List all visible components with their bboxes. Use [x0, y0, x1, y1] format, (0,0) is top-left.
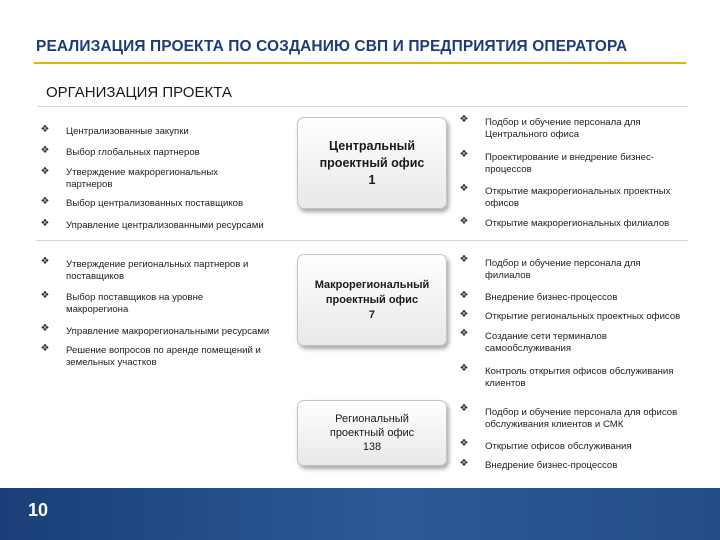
diamond-bullet-icon: ❖: [40, 145, 50, 156]
list-item: Решение вопросов по аренде помещений и земельных участков: [66, 345, 261, 368]
list-item: Внедрение бизнес-процессов: [485, 292, 618, 303]
list-item: Управление макрорегиональными ресурсами: [66, 326, 270, 337]
diamond-bullet-icon: ❖: [40, 218, 50, 229]
list-item: Утверждение региональных партнеров и поставщиков: [66, 259, 249, 282]
list-item: Открытие региональных проектных офисов: [485, 311, 681, 322]
list-item: Подбор и обучение персонала для Центрального офиса: [485, 117, 641, 140]
macro-office-title: Макрорегиональный: [314, 278, 430, 291]
diamond-bullet-icon: ❖: [40, 196, 50, 207]
diamond-bullet-icon: ❖: [40, 124, 50, 135]
list-item: Управление централизованными ресурсами: [66, 220, 264, 231]
central-office-count: 1: [368, 172, 376, 187]
list-item: Утверждение макрорегиональных партнеров: [66, 167, 219, 190]
list-item: Открытие макрорегиональных филиалов: [485, 218, 670, 229]
section-divider: [38, 106, 688, 107]
list-item: Внедрение бизнес-процессов: [485, 460, 618, 471]
diamond-bullet-icon: ❖: [459, 114, 469, 125]
diamond-bullet-icon: ❖: [40, 290, 50, 301]
central-office-title: Центральный: [328, 138, 416, 153]
diamond-bullet-icon: ❖: [459, 403, 469, 414]
diamond-bullet-icon: ❖: [459, 290, 469, 301]
diamond-bullet-icon: ❖: [459, 328, 469, 339]
diamond-bullet-icon: ❖: [40, 323, 50, 334]
page-number: 10: [28, 500, 49, 520]
diamond-bullet-icon: ❖: [40, 343, 50, 354]
list-item: Проектирование и внедрение бизнес-процессов: [485, 152, 654, 175]
diamond-bullet-icon: ❖: [40, 256, 50, 267]
section-heading: ОРГАНИЗАЦИЯ ПРОЕКТА: [46, 84, 232, 101]
title-divider: [34, 62, 686, 64]
list-item: Контроль открытия офисов обслуживания клиентов: [485, 366, 674, 389]
regional-office-subtitle: проектный офис: [329, 427, 415, 439]
regional-office-box: [297, 400, 447, 466]
diamond-bullet-icon: ❖: [459, 216, 469, 227]
diamond-bullet-icon: ❖: [459, 363, 469, 374]
list-item: Подбор и обучение персонала для офисов обслуживания клиентов и СМК: [485, 407, 678, 430]
regional-office-count: 138: [362, 441, 382, 453]
list-item: Выбор поставщиков на уровне макрорегиона: [66, 292, 204, 315]
slide-title: РЕАЛИЗАЦИЯ ПРОЕКТА ПО СОЗДАНИЮ СВП И ПРЕДПРИЯТИЯ ОПЕРАТОРА: [36, 38, 628, 55]
central-office-subtitle: проектный офис: [319, 155, 425, 170]
macro-office-box: [297, 254, 447, 346]
diamond-bullet-icon: ❖: [459, 183, 469, 194]
macro-office-count: 7: [368, 308, 376, 321]
list-item: Подбор и обучение персонала для филиалов: [485, 258, 641, 281]
list-item: Создание сети терминалов самообслуживания: [485, 331, 607, 354]
list-item: Выбор глобальных партнеров: [66, 147, 200, 158]
list-item: Централизованные закупки: [66, 126, 189, 137]
diamond-bullet-icon: ❖: [459, 149, 469, 160]
diamond-bullet-icon: ❖: [40, 166, 50, 177]
macro-office-subtitle: проектный офис: [325, 293, 419, 306]
list-item: Выбор централизованных поставщиков: [66, 198, 244, 209]
central-office-box: [297, 117, 447, 209]
regional-office-title: Региональный: [335, 413, 409, 425]
group-divider: [36, 240, 688, 241]
footer-bar: [0, 488, 720, 540]
diamond-bullet-icon: ❖: [459, 309, 469, 320]
diamond-bullet-icon: ❖: [459, 438, 469, 449]
list-item: Открытие офисов обслуживания: [485, 441, 632, 452]
list-item: Открытие макрорегиональных проектных офисов: [485, 186, 671, 209]
diamond-bullet-icon: ❖: [459, 254, 469, 265]
diamond-bullet-icon: ❖: [459, 458, 469, 469]
